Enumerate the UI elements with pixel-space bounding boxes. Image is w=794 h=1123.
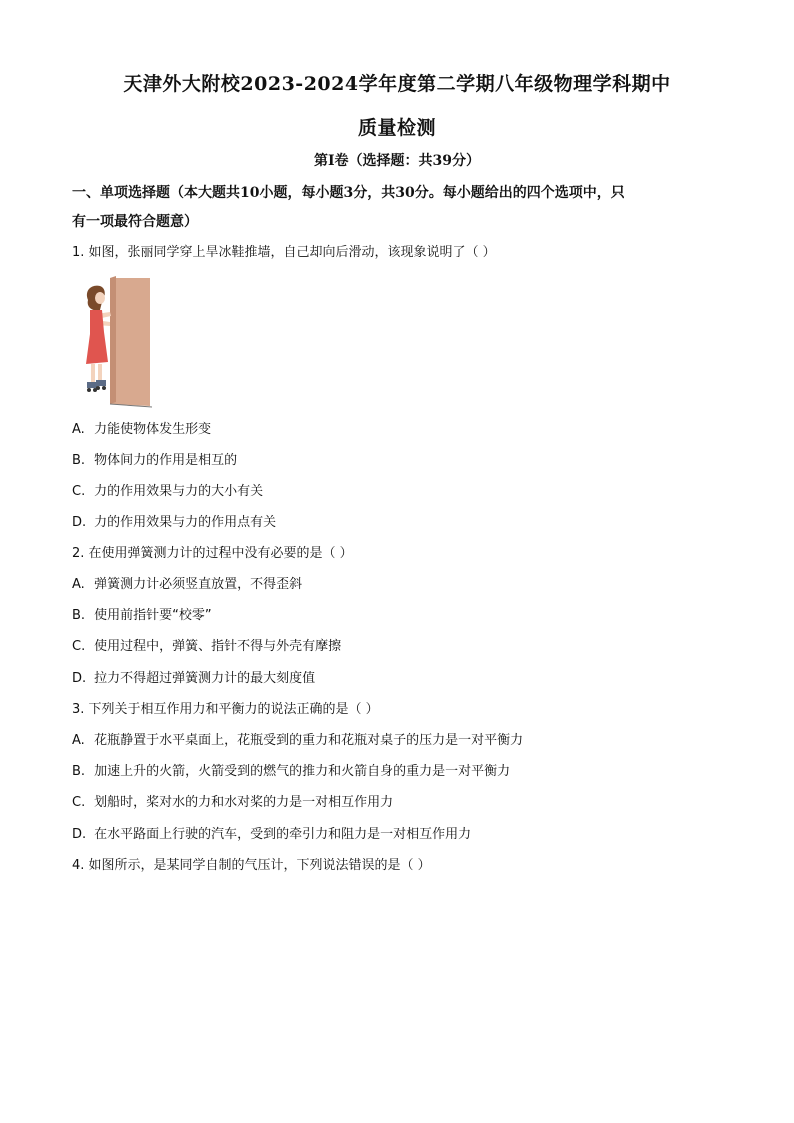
exam-title-line1: 天津外大附校2023-2024学年度第二学期八年级物理学科期中 xyxy=(123,73,671,95)
question-2-option-a: A. 弹簧测力计必须竖直放置，不得歪斜 xyxy=(72,577,303,592)
section-heading-line1: 一、单项选择题（本大题共10小题，每小题3分，共30分。每小题给出的四个选项中，只 xyxy=(72,185,625,201)
question-3-option-b: B. 加速上升的火箭，火箭受到的燃气的推力和火箭自身的重力是一对平衡力 xyxy=(72,764,511,779)
question-3-stem: 3. 下列关于相互作用力和平衡力的说法正确的是（ ） xyxy=(72,702,379,717)
section-heading-line2: 有一项最符合题意） xyxy=(72,214,198,230)
part-heading: 第I卷（选择题：共39分） xyxy=(313,153,481,169)
question-1-stem: 1. 如图，张丽同学穿上旱冰鞋推墙，自己却向后滑动，该现象说明了（ ） xyxy=(72,245,496,260)
question-2-option-d: D. 拉力不得超过弹簧测力计的最大刻度值 xyxy=(72,671,316,686)
girl-pushing-wall-figure xyxy=(80,276,154,408)
question-2-option-c: C. 使用过程中，弹簧、指针不得与外壳有摩擦 xyxy=(72,639,342,654)
question-2-option-b: B. 使用前指针要“校零” xyxy=(72,608,212,623)
question-1-option-d: D. 力的作用效果与力的作用点有关 xyxy=(72,515,277,530)
question-1-option-a: A. 力能使物体发生形变 xyxy=(72,422,212,437)
question-3-option-c: C. 划船时，桨对水的力和水对桨的力是一对相互作用力 xyxy=(72,795,394,810)
question-1-option-c: C. 力的作用效果与力的大小有关 xyxy=(72,484,264,499)
question-3-option-d: D. 在水平路面上行驶的汽车，受到的牵引力和阻力是一对相互作用力 xyxy=(72,827,472,842)
question-2-stem: 2. 在使用弹簧测力计的过程中没有必要的是（ ） xyxy=(72,546,353,561)
question-4-stem: 4. 如图所示，是某同学自制的气压计，下列说法错误的是（ ） xyxy=(72,858,431,873)
dress-shape xyxy=(86,310,108,364)
exam-title-line2: 质量检测 xyxy=(357,117,436,139)
question-1-option-b: B. 物体间力的作用是相互的 xyxy=(72,453,238,468)
question-3-option-a: A. 花瓶静置于水平桌面上，花瓶受到的重力和花瓶对桌子的压力是一对平衡力 xyxy=(72,733,524,748)
